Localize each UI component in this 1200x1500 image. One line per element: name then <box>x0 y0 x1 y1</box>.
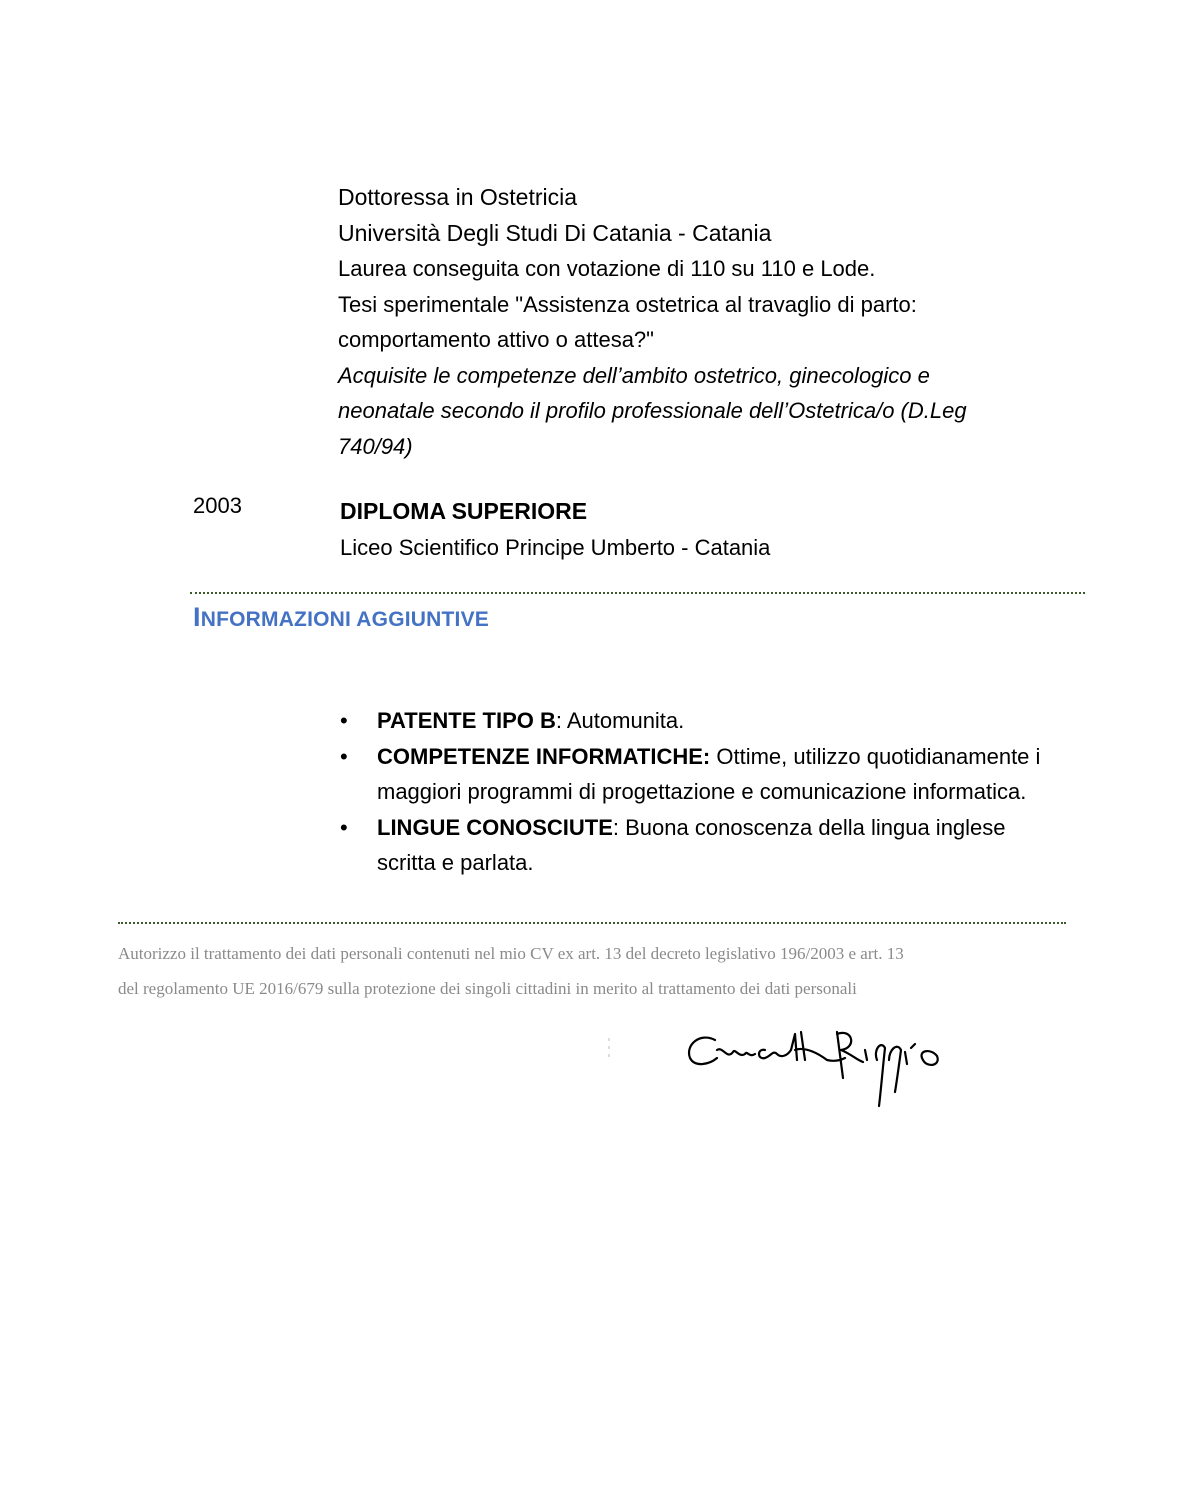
divider <box>190 592 1085 594</box>
skills-line: Acquisite le competenze dell’ambito ostetrico, ginecologico e <box>338 362 930 388</box>
list-item: • LINGUE CONOSCIUTE: Buona conoscenza della lingua inglese scritta e parlata. <box>340 810 1060 881</box>
institution: Università Degli Studi Di Catania - Catania <box>338 219 772 246</box>
additional-info-list <box>340 703 1060 881</box>
diploma-year: 2003 <box>193 493 242 518</box>
list-item: • PATENTE TIPO B: Automunita. <box>340 703 1060 739</box>
grade: Laurea conseguita con votazione di 110 su 110 e Lode. <box>338 256 876 281</box>
diploma-title: DIPLOMA SUPERIORE <box>340 498 588 524</box>
education-entry <box>338 180 1038 464</box>
skills-line: 740/94) <box>338 433 413 459</box>
signature <box>605 1020 955 1120</box>
diploma-school: Liceo Scientifico Principe Umberto - Catania <box>340 535 771 560</box>
skills-line: neonatale secondo il profilo professionale dell’Ostetrica/o (D.Leg <box>338 398 967 423</box>
section-heading: INFORMAZIONI AGGIUNTIVE <box>193 602 489 632</box>
privacy-notice: Autorizzo il trattamento dei dati personali contenuti nel mio CV ex art. 13 del decreto legislativo 196/2003 e art. 13 del regolamento UE 2016/679 sulla protezione dei singoli cittadini in merito al trattamento dei dati personali <box>118 944 904 998</box>
thesis-line: Tesi sperimentale "Assistenza ostetrica al travaglio di parto: <box>338 291 917 317</box>
diploma-entry <box>340 493 770 566</box>
thesis-line: comportamento attivo o attesa?" <box>338 327 654 352</box>
divider <box>118 922 1066 924</box>
degree-title: Dottoressa in Ostetricia <box>338 184 578 210</box>
list-item: • COMPETENZE INFORMATICHE: Ottime, utilizzo quotidianamente i maggiori programmi di progettazione e comunicazione informatica. <box>340 739 1060 810</box>
